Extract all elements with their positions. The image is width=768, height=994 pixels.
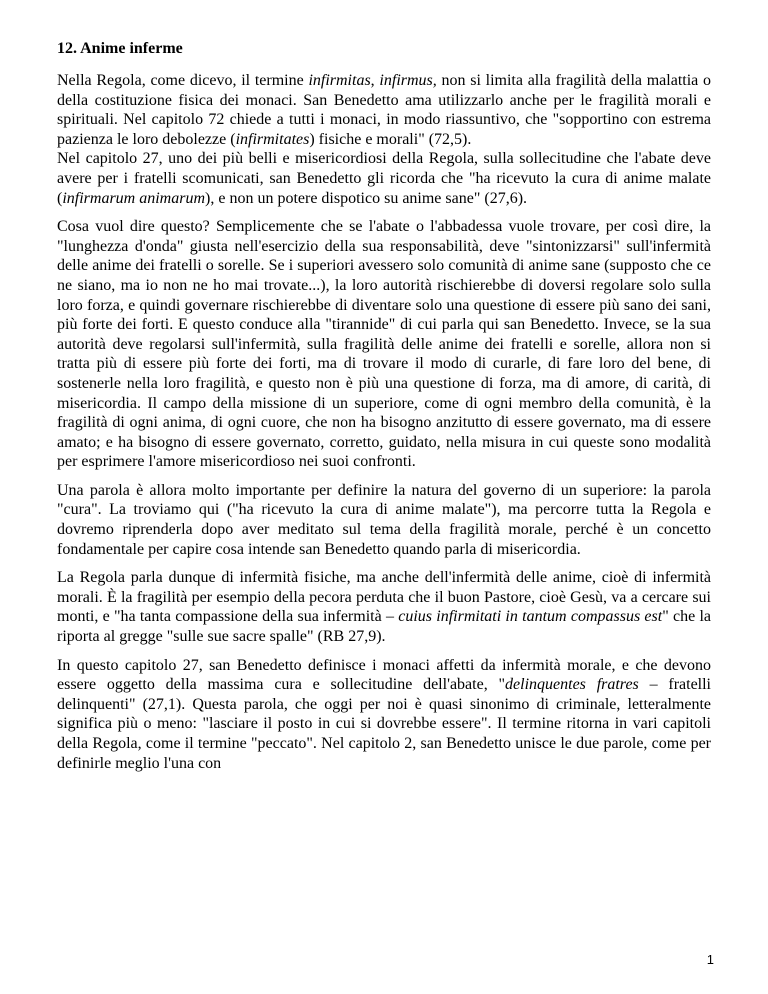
page-number: 1 bbox=[706, 952, 714, 967]
paragraph-5: La Regola parla dunque di infermità fisiche, ma anche dell'infermità delle anime, cioè di infermità morali. È la fragilità per esempio della pecora perduta che il buon Pastore, cioè Gesù, va a cercare sui monti, e "ha tanta compassione della sua infermità – cuius infirmitati in tantum compassus est" che la riporta al gregge "sulle sue sacre spalle" (RB 27,9). bbox=[57, 569, 712, 646]
paragraph-4: Una parola è allora molto importante per definire la natura del governo di un superiore: la parola "cura". La troviamo qui ("ha ricevuto la cura di anime malate"), ma percorre tutta la Regola e dovremo riprenderla dopo aver meditato sul tema della fragilità morale, perché è un concetto fondamentale per capire cosa intende san Benedetto quando parla di misericordia. bbox=[57, 481, 711, 558]
document-page bbox=[57, 38, 711, 773]
paragraph-1: Nella Regola, come dicevo, il termine infirmitas, infirmus, non si limita alla fragilità della malattia o della costituzione fisica dei monaci. San Benedetto ama utilizzarlo anche per le fragilità morali e spirituali. Nel capitolo 72 chiede a tutti i monaci, in modo riassuntivo, che "sopportino con estrema pazienza le loro debolezze (infirmitates) fisiche e morali" (72,5). bbox=[57, 72, 712, 148]
section-heading: 12. Anime inferme bbox=[57, 40, 183, 57]
paragraph-2: Nel capitolo 27, uno dei più belli e misericordiosi della Regola, sulla sollecitudine che l'abate deve avere per i fratelli scomunicati, san Benedetto gli ricorda che "ha ricevuto la cura di anime malate (infirmarum animarum), e non un potere dispotico su anime sane" (27,6). bbox=[57, 150, 711, 207]
paragraph-3: Cosa vuol dire questo? Semplicemente che se l'abate o l'abbadessa vuole trovare, per così dire, la "lunghezza d'onda" giusta nell'esercizio della sua responsabilità, deve "sintonizzarsi" sull'infermità delle anime dei fratelli o sorelle. Se i superiori avessero solo comunità di anime sane (supposto che ce ne siano, ma io non ne ho mai trovate...), la loro autorità rischierebbe di doversi regolare solo sulla loro forza, e quindi governare rischierebbe di diventare solo una questione di essere più sano dei sani, più forte dei forti. E questo conduce alla "tirannide" di cui parla qui san Benedetto. Invece, se la sua autorità deve regolarsi sull'infermità, sulla fragilità delle anime dei fratelli e sorelle, allora non si tratta più di essere più forte dei forti, ma di trovare il modo di curarle, di fare loro del bene, di sostenerle nella loro fragilità, e questo non è più una questione di forza, ma di amore, di carità, di misericordia. Il campo della missione di un superiore, come di ogni membro della comunità, è la fragilità di ogni anima, di ogni cuore, che non ha bisogno anzitutto di essere governato, ma di essere amato; e ha bisogno di essere governato, corretto, guidato, nella misura in cui queste sono modalità per esprimere l'amore misericordioso nei suoi confronti. bbox=[57, 218, 711, 471]
paragraph-6: In questo capitolo 27, san Benedetto definisce i monaci affetti da infermità morale, e che devono essere oggetto della massima cura e sollecitudine dell'abate, "delinquentes fratres – fratelli delinquenti" (27,1). Questa parola, che oggi per noi è quasi sinonimo di criminale, letteralmente significa più o meno: "lasciare il posto in cui si dovrebbe essere". Il termine ritorna in vari capitoli della Regola, come il termine "peccato". Nel capitolo 2, san Benedetto unisce le due parole, come per definirle meglio l'una con bbox=[57, 656, 712, 772]
